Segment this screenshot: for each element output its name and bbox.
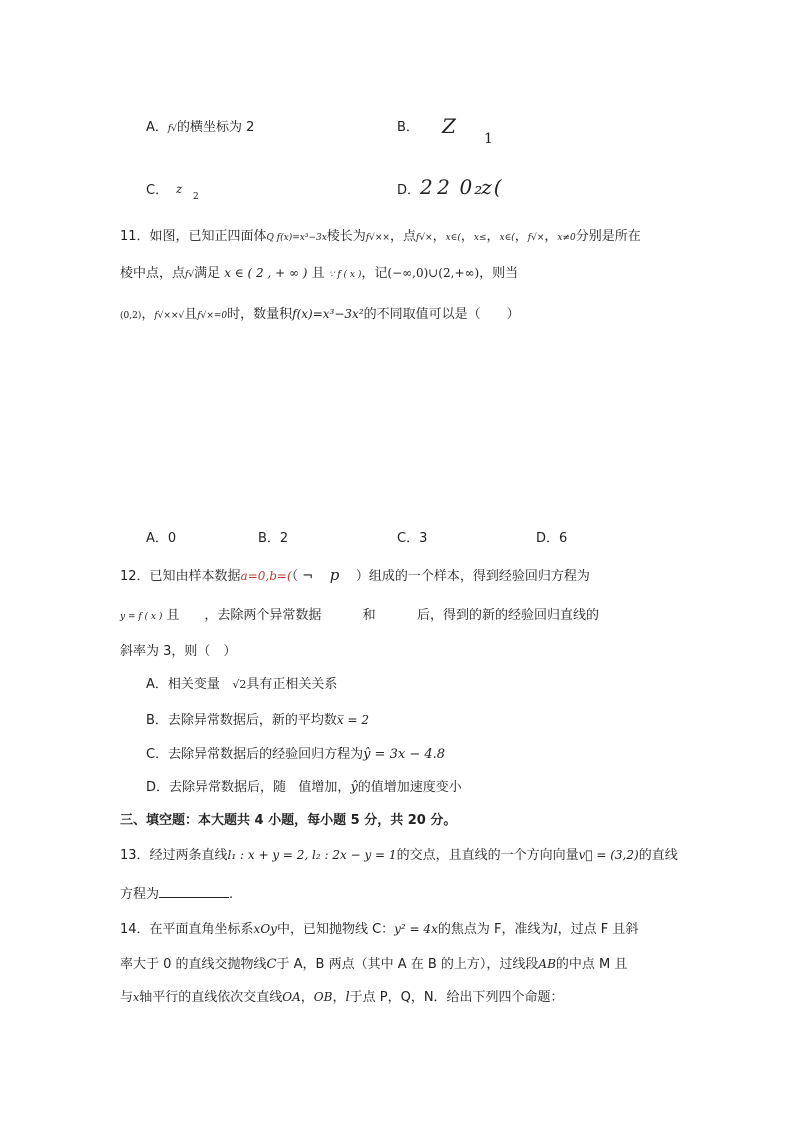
q12-option-c: C．去除异常数据后的经验回归方程为ŷ = 3x − 4.8: [146, 747, 446, 762]
q10-option-b-math: Z: [442, 114, 456, 138]
q12-option-b: B．去除异常数据后，新的平均数x̅ = 2: [146, 713, 370, 728]
q10-option-c-math: z: [176, 182, 183, 196]
q13-line-1: 13．经过两条直线l₁ : x + y = 2, l₂ : 2x − y = 1的交点，且直线的一个方向向量v⃗ = (3,2)的直线: [120, 848, 678, 863]
q10-option-b-sub: 1: [484, 131, 493, 147]
q14-line-1: 14．在平面直角坐标系xOy中，已知抛物线 C：y² = 4x的焦点为 F，准线为l，过点 F 且斜: [120, 922, 639, 937]
answer-blank[interactable]: [159, 884, 229, 898]
q10-option-d-math: 2 2 0 ₂z (: [420, 175, 501, 199]
q14-line-3: 与x轴平行的直线依次交直线OA，OB，l于点 P，Q，N．给出下列四个命题：: [120, 990, 564, 1005]
q12-option-d: D．去除异常数据后，随 值增加，ŷ的值增加速度变小: [146, 780, 462, 795]
q12-line-2: y = f ( x ) 且 ，去除两个异常数据 和 后，得到的新的经验回归直线的: [120, 608, 600, 623]
q11-line-1: 11．如图，已知正四面体Q f(x)=x³−3x棱长为f√××，点f√×，x∈(，x≤，x∈(，f√×，x≠0分别是所在: [120, 229, 641, 244]
q10-option-b: B．: [397, 120, 419, 135]
q10-option-c-sub: 2: [193, 192, 199, 202]
q11-option-a: A．0: [146, 531, 177, 546]
q11-line-3: (0,2)，f√××√且f√×=0时，数量积f(x)=x³−3x²的不同取值可以是（ ）: [120, 307, 520, 322]
q10-option-c: C．: [146, 183, 169, 198]
q12-line-1: 12．已知由样本数据a=0,b=(（ ¬ p ）组成的一个样本，得到经验回归方程为: [120, 566, 590, 584]
q12-line-3: 斜率为 3，则（ ）: [120, 644, 237, 659]
q11-line-2: 棱中点，点f√满足 x ∈ ( 2 , + ∞ ) 且 ∵ f ( x )，记(−∞,0)∪(2,+∞)，则当: [120, 266, 519, 281]
q11-option-d: D．6: [536, 531, 568, 546]
q11-option-b: B．2: [258, 531, 289, 546]
q14-line-2: 率大于 0 的直线交抛物线C于 A，B 两点（其中 A 在 B 的上方），过线段AB的中点 M 且: [120, 957, 628, 972]
q11-option-c: C．3: [397, 531, 428, 546]
q12-option-a: A．相关变量 √2具有正相关关系: [146, 677, 338, 692]
q13-line-2: 方程为 .: [120, 884, 233, 904]
section-3-heading: 三、填空题：本大题共 4 小题，每小题 5 分，共 20 分。: [120, 813, 457, 828]
q10-option-d: D．: [397, 183, 421, 198]
q10-option-a: A．f√的横坐标为 2: [146, 120, 255, 135]
